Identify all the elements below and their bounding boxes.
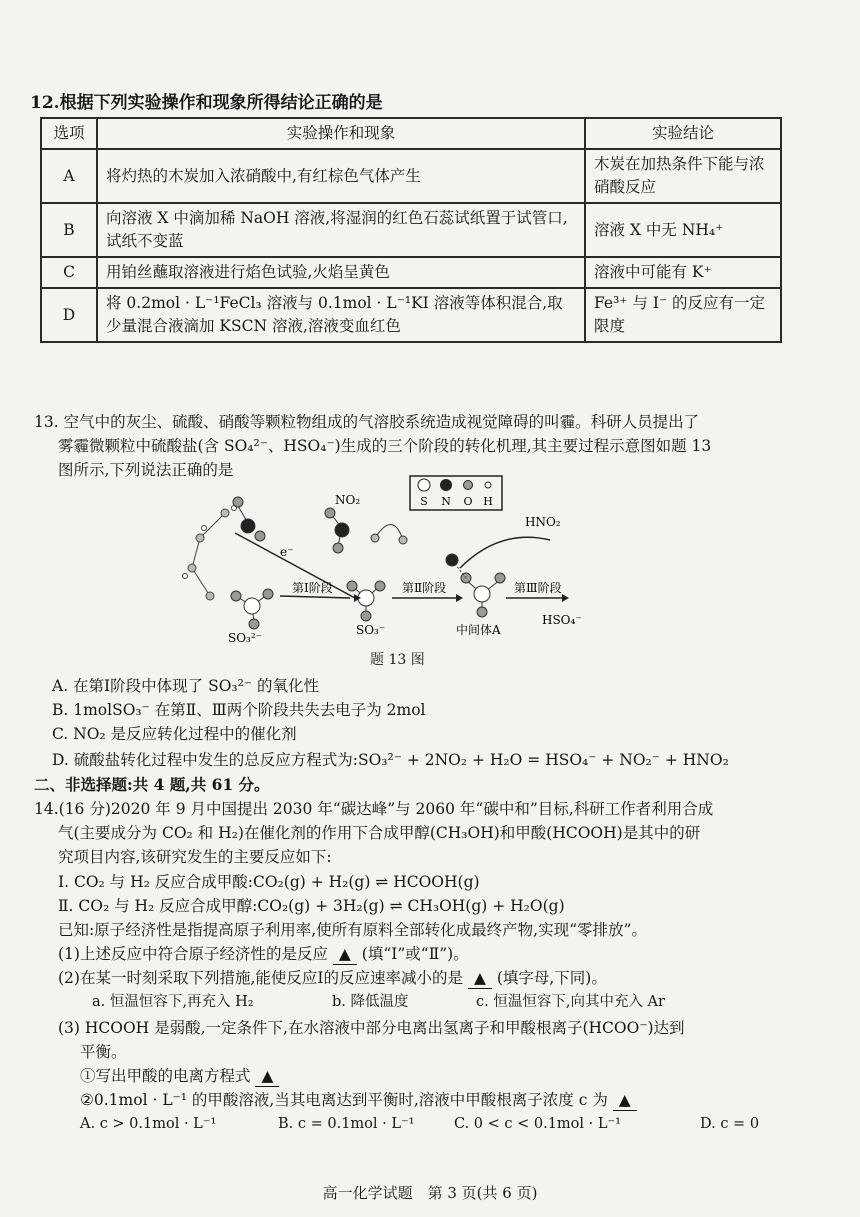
header-option: 选项 bbox=[41, 118, 97, 149]
sulfur-icon bbox=[418, 479, 430, 491]
q12-table bbox=[40, 117, 782, 343]
row-option: D bbox=[41, 288, 97, 342]
label-no2: NO₂ bbox=[335, 493, 361, 507]
header-conclusion: 实验结论 bbox=[585, 118, 781, 149]
table-header-row bbox=[41, 118, 781, 149]
table-row bbox=[41, 203, 781, 257]
q14-sub3-2 bbox=[80, 1090, 637, 1111]
label-so3: SO₃⁻ bbox=[356, 623, 386, 637]
sulfite-molecule bbox=[231, 589, 273, 629]
q14-sub3-opt-d: D. c = 0 bbox=[700, 1116, 760, 1132]
row-operation: 将灼热的木炭加入浓硝酸中,有红棕色气体产生 bbox=[97, 149, 585, 203]
q14-line3: 究项目内容,该研究发生的主要反应如下: bbox=[58, 848, 332, 866]
label-hno2: HNO₂ bbox=[525, 515, 561, 529]
q14-sub3-1-text: ①写出甲酸的电离方程式 bbox=[80, 1067, 251, 1085]
table-row bbox=[41, 149, 781, 203]
water-cluster bbox=[183, 506, 237, 601]
label-so3-2: SO₃²⁻ bbox=[228, 631, 263, 645]
q13-option-a: A. 在第Ⅰ阶段中体现了 SO₃²⁻ 的氧化性 bbox=[52, 677, 319, 695]
legend-h: H bbox=[483, 495, 493, 508]
q14-known: 已知:原子经济性是指提高原子利用率,使所有原料全部转化成最终产物,实现“零排放”。 bbox=[58, 921, 647, 939]
q14-line2: 气(主要成分为 CO₂ 和 H₂)在催化剂的作用下合成甲醇(CH₃OH)和甲酸(HCOOH)是其中的研 bbox=[58, 824, 701, 842]
q13-option-c: C. NO₂ 是反应转化过程中的催化剂 bbox=[52, 725, 297, 743]
row-conclusion: 溶液 X 中无 NH₄⁺ bbox=[585, 203, 781, 257]
q14-sub3-line1: (3) HCOOH 是弱酸,一定条件下,在水溶液中部分电离出氢离子和甲酸根离子(HCOO⁻)达到 bbox=[58, 1019, 685, 1037]
q14-sub3-opt-a: A. c > 0.1mol · L⁻¹ bbox=[80, 1116, 217, 1132]
q14-reaction-1: Ⅰ. CO₂ 与 H₂ 反应合成甲酸:CO₂(g) + H₂(g) ⇌ HCOOH(g) bbox=[58, 873, 480, 891]
q14-sub3-2-text: ②0.1mol · L⁻¹ 的甲酸溶液,当其电离达到平衡时,溶液中甲酸根离子浓度 c 为 bbox=[80, 1091, 608, 1109]
q14-sub1 bbox=[58, 944, 469, 965]
row-conclusion: 木炭在加热条件下能与浓硝酸反应 bbox=[585, 149, 781, 203]
q13-line1: 13. 空气中的灰尘、硫酸、硝酸等颗粒物组成的气溶胶系统造成视觉障碍的叫霾。科研人员提出了 bbox=[34, 413, 700, 431]
q14-sub3-opt-c: C. 0 < c < 0.1mol · L⁻¹ bbox=[454, 1116, 621, 1132]
q13-line3: 图所示,下列说法正确的是 bbox=[58, 461, 234, 479]
nitrogen-icon bbox=[440, 479, 452, 491]
row-option: B bbox=[41, 203, 97, 257]
no2-product bbox=[325, 508, 349, 553]
q14-sub3-line2: 平衡。 bbox=[80, 1043, 127, 1061]
q14-sub3-opt-b: B. c = 0.1mol · L⁻¹ bbox=[278, 1116, 415, 1132]
q12-stem: 12.根据下列实验操作和现象所得结论正确的是 bbox=[30, 93, 383, 113]
row-operation: 将 0.2mol · L⁻¹FeCl₃ 溶液与 0.1mol · L⁻¹KI 溶液等体积混合,取少量混合液滴加 KSCN 溶液,溶液变血红色 bbox=[97, 288, 585, 342]
q14-sub2-opt-b: b. 降低温度 bbox=[332, 994, 409, 1010]
row-option: A bbox=[41, 149, 97, 203]
q14-line1: 14.(16 分)2020 年 9 月中国提出 2030 年“碳达峰”与 2060 年“碳中和”目标,科研工作者利用合成 bbox=[34, 800, 714, 818]
row-operation: 向溶液 X 中滴加稀 NaOH 溶液,将湿润的红色石蕊试纸置于试管口,试纸不变蓝 bbox=[97, 203, 585, 257]
q14-sub2-tail: (填字母,下同)。 bbox=[496, 969, 607, 987]
section-2-heading: 二、非选择题:共 4 题,共 61 分。 bbox=[34, 775, 270, 794]
q13-caption: 题 13 图 bbox=[370, 652, 425, 668]
legend-s: S bbox=[420, 495, 428, 508]
q14-sub2-opt-a: a. 恒温恒容下,再充入 H₂ bbox=[92, 994, 254, 1010]
legend-o: O bbox=[463, 495, 473, 508]
q14-sub2-text: (2)在某一时刻采取下列措施,能使反应Ⅰ的反应速率减小的是 bbox=[58, 969, 464, 987]
label-stage3: 第Ⅲ阶段 bbox=[514, 581, 562, 595]
q13-option-b: B. 1molSO₃⁻ 在第Ⅱ、Ⅲ两个阶段共失去电子为 2mol bbox=[52, 701, 426, 719]
q14-sub2 bbox=[58, 968, 607, 989]
table-row bbox=[41, 288, 781, 342]
label-stage2: 第Ⅱ阶段 bbox=[402, 581, 447, 595]
row-option: C bbox=[41, 257, 97, 288]
q14-sub1-tail: (填“Ⅰ”或“Ⅱ”)。 bbox=[361, 945, 469, 963]
row-conclusion: Fe³⁺ 与 I⁻ 的反应有一定限度 bbox=[585, 288, 781, 342]
header-operation: 实验操作和现象 bbox=[97, 118, 585, 149]
page-footer: 高一化学试题 第 3 页(共 6 页) bbox=[322, 1184, 538, 1202]
q14-sub1-text: (1)上述反应中符合原子经济性的是反应 bbox=[58, 945, 328, 963]
label-hso4: HSO₄⁻ bbox=[542, 613, 582, 627]
answer-blank[interactable]: ▲ bbox=[255, 1066, 279, 1087]
label-stage1: 第Ⅰ阶段 bbox=[292, 581, 333, 595]
answer-blank[interactable]: ▲ bbox=[468, 968, 492, 989]
answer-blank[interactable]: ▲ bbox=[333, 944, 357, 965]
label-intermediate: 中间体A bbox=[456, 623, 501, 637]
q14-sub3-1 bbox=[80, 1066, 279, 1087]
arrow-head bbox=[562, 594, 569, 602]
answer-blank[interactable]: ▲ bbox=[613, 1090, 637, 1111]
q13-line2: 雾霾微颗粒中硫酸盐(含 SO₄²⁻、HSO₄⁻)生成的三个阶段的转化机理,其主要过程示意图如题 13 bbox=[58, 437, 712, 455]
hydrogen-icon bbox=[485, 482, 491, 488]
table-row bbox=[41, 257, 781, 288]
q14-sub2-opt-c: c. 恒温恒容下,向其中充入 Ar bbox=[476, 994, 665, 1010]
intermediate-a bbox=[446, 554, 505, 617]
arrow-head bbox=[456, 594, 463, 602]
row-operation: 用铂丝蘸取溶液进行焰色试验,火焰呈黄色 bbox=[97, 257, 585, 288]
legend-n: N bbox=[441, 495, 451, 508]
so3-radical bbox=[347, 524, 407, 621]
q13-option-d: D. 硫酸盐转化过程中发生的总反应方程式为:SO₃²⁻ + 2NO₂ + H₂O = HSO₄⁻ + NO₂⁻ + HNO₂ bbox=[52, 751, 729, 769]
row-conclusion: 溶液中可能有 K⁺ bbox=[585, 257, 781, 288]
label-electron: e⁻ bbox=[280, 545, 294, 559]
conversion-mechanism-diagram bbox=[170, 468, 582, 646]
q14-reaction-2: Ⅱ. CO₂ 与 H₂ 反应合成甲醇:CO₂(g) + 3H₂(g) ⇌ CH₃OH(g) + H₂O(g) bbox=[58, 897, 565, 915]
oxygen-icon bbox=[464, 481, 473, 490]
